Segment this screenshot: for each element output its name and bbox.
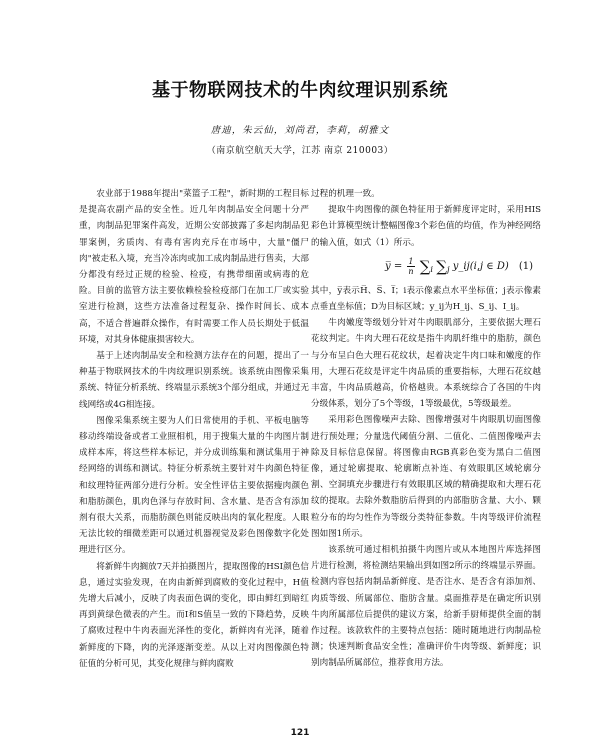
paragraph: 将新鲜牛肉搁放7天并拍摄图片，提取图像的HSI颜色信息，通过实验发现，在肉由新鲜到腐败的变化过程中，H值先增大后减小，反映了肉表面色调的变化，即由鲜红到暗红再到黄绿色微表的产生。而I和S值呈一致的下降趋势，反映了腐败过程中牛肉表面光泽性的变化，新鲜肉有光泽，随着新鲜度的下降，肉的光泽逐渐变差。从以上对肉图像颜色特征值的分析可见，其变化规律与鲜肉腐败 (79, 561, 309, 669)
authors: 唐迪，朱云仙，刘尚君，李莉，胡雅文 (210, 125, 390, 136)
paragraph: 其中，y̅表示H̅、S̅、I̅；i表示像素点水平坐标值；j表示像素点垂直坐标值；D为目标区域；y_ij为H_ij、S_ij、I_ij。 (311, 285, 541, 313)
equation-body (385, 257, 509, 277)
paragraph: 农业部于1988年提出"菜篮子工程"，新时期的工程目标是提高农副产品的安全性。近几年肉制品安全问题十分严重，肉制品犯罪案件高发，近期公安部披露了多起肉制品犯罪案例，劣质肉、有毒有害肉充斥在市场中，大量"僵尸肉"被走私入境，充当冷冻肉或加工成肉制品进行售卖，大部分都没有经过正规的检验、检疫，有携带细菌或病毒的危险。目前的监管方法主要依赖检验检疫部门在加工厂或实验室进行检测，这些方法准备过程复杂、操作时间长、成本高，不适合普遍群众操作，有时需要工作人员长期处于低温环境，对其身体健康损害较大。 (79, 189, 309, 345)
left-column (79, 186, 309, 672)
sum-symbol: ∑ (436, 257, 447, 276)
equation-summand: y_ij(i,j ∈ D) (452, 260, 509, 272)
affiliation: （南京航空航天大学，江苏 南京 210003） (206, 146, 394, 156)
paragraph: 图像采集系统主要为人们日常使用的手机、平板电脑等移动终端设备或者工业照相机，用于搜集大量的牛肉图片制成样本库，将这些样本标记，并分成训练集和测试集用于神经网络的训练和测试。特征分析系统主要针对牛肉颜色特征和纹理特征两部分进行分析。安全性评估主要依据瘦肉颜色和脂肪颜色，肌肉色泽与存放时间、含水量、是否含有添加剂有很大关系，而脂肪颜色则能反映出肉的氧化程度。人眼无法比较的细微差距可以通过机器视觉及彩色图像数字化处理进行区分。 (79, 415, 309, 556)
fraction-denominator: n (408, 266, 414, 276)
fraction (407, 257, 414, 276)
sum-index-i: i (430, 263, 434, 274)
equation-1 (311, 253, 541, 281)
paragraph: 提取牛肉图像的颜色特征用于新鲜度评定时，采用HIS彩色计算模型统计整幅图像3个彩色值的均值，作为神经网络的输入值，如式（1）所示。 (311, 205, 541, 248)
fraction-numerator: 1 (408, 256, 414, 266)
paragraph-continuation: 过程的机理一致。 (311, 189, 380, 199)
sum-symbol: ∑ (419, 257, 431, 276)
paper-title: 基于物联网技术的牛肉纹理识别系统 (152, 80, 448, 101)
paragraph: 牛肉嫩度等级划分针对牛肉眼肌部分，主要依据大理石花纹判定。牛肉大理石花纹是指牛肉肌纤维中的脂肪，颜色与分布呈白色大理石花纹状，起着决定牛肉口味和嫩度的作用，大理石花纹是评定牛肉品质的重要指标，大理石花纹越丰富，牛肉品质越高，价格越贵。本系统综合了各国的牛肉分级体系，划分了5个等级，1等级最优，5等级最差。 (311, 318, 541, 410)
paragraph: 基于上述肉制品安全和检测方法存在的问题，提出了一种基于物联网技术的牛肉纹理识别系统。该系统由图像采集系统、特征分析系统、终端显示系统3个部分组成，并通过无线网络或4G相连接。 (79, 351, 309, 410)
paragraph: 采用彩色图像噪声去除、图像增强对牛肉眼肌切面图像进行预处理；分量选代阈值分割、二值化、二值图像噪声去除及目标信息保留。将图像由RGB真彩色变为黑白二值图像，通过轮廓提取、轮廓断点补连、有效眼肌区域轮廓分割、空洞填充步骤进行有效眼肌区域的精确提取和大理石花纹的提取。去除外数脂肪后得到的内部脂肪含量、大小、颗粒分布的均匀性作为等级分类特征参数。牛肉等级评价流程图如图1所示。 (311, 415, 541, 539)
equation-lhs: y̅ = (385, 260, 403, 272)
page-number: 121 (290, 728, 310, 738)
right-column (311, 186, 541, 672)
sum-index-j: j (446, 263, 450, 274)
equation-number: (1) (518, 260, 533, 272)
paragraph: 该系统可通过相机拍摄牛肉图片或从本地图片库选择图片进行检测，将检测结果输出到如图2所示的终端显示界面。检测内容包括肉制品新鲜度、是否注水、是否含有添加剂、肉质等级、所属部位、脂肪含量。桌面推荐是在确定所识别牛肉所属部位后提供的建议方案，给新手厨师提供全面的制作过程。该款软件的主要特点包括：随时随地进行肉制品检测；快速判断食品安全性；准确评价牛肉等级、新鲜度；识别肉制品所属部位，推荐食用方法。 (311, 545, 541, 669)
